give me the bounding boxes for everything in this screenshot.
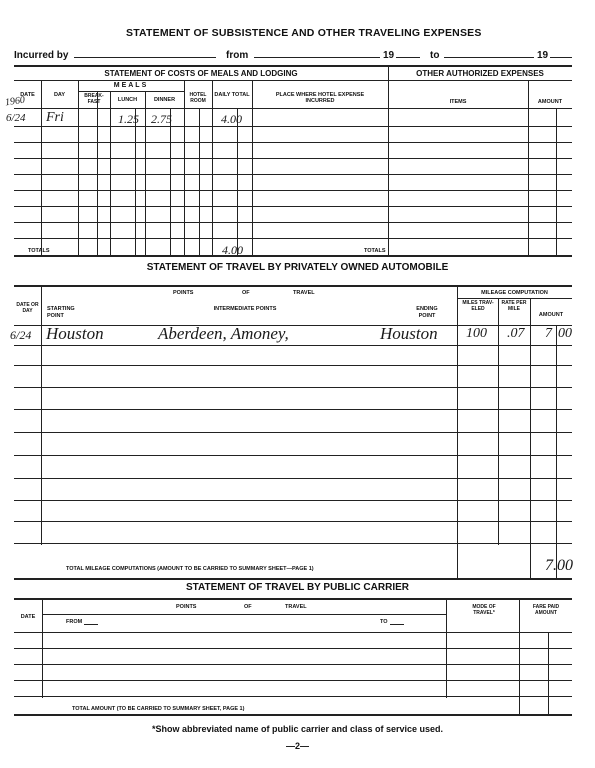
auto-col-amount: AMOUNT: [538, 312, 564, 318]
carrier-total-label: TOTAL AMOUNT (TO BE CARRIED TO SUMMARY SHEET, PAGE 1): [72, 706, 245, 712]
carrier-col-fare: FARE PAID AMOUNT: [532, 604, 560, 616]
footnote: *Show abbreviated name of public carrier and class of service used.: [151, 724, 444, 734]
col-dinner: DINNER: [153, 97, 176, 103]
page-number: —2—: [285, 741, 309, 751]
auto-col-miles: MILES TRAV-ELED: [462, 300, 494, 312]
to-date-field[interactable]: [444, 57, 534, 58]
meal-row-daily-total: 4.00: [221, 112, 242, 126]
carrier-col-mode: MODE OF TRAVEL*: [472, 604, 496, 616]
auto-row-rate: .07: [507, 326, 525, 341]
other-totals-label: TOTALS: [364, 248, 386, 254]
carrier-col-points: POINTS: [176, 604, 197, 610]
meal-row-day: Fri: [46, 110, 64, 125]
carrier-col-date: DATE: [20, 614, 36, 620]
auto-total-label: TOTAL MILEAGE COMPUTATIONS (AMOUNT TO BE CARRIED TO SUMMARY SHEET—PAGE 1): [66, 566, 314, 572]
auto-of-label: OF: [242, 290, 250, 296]
carrier-to-field[interactable]: [390, 624, 404, 625]
carrier-section-header: STATEMENT OF TRAVEL BY PUBLIC CARRIER: [186, 582, 409, 593]
incurred-by-field[interactable]: [74, 57, 216, 58]
auto-col-starting: STARTING POINT: [47, 306, 75, 319]
col-meals: MEALS: [113, 82, 149, 89]
auto-col-rate: RATE PER MILE: [501, 300, 527, 312]
other-expenses-header: OTHER AUTHORIZED EXPENSES: [416, 69, 544, 78]
meals-lodging-header: STATEMENT OF COSTS OF MEALS AND LODGING: [104, 69, 298, 78]
col-daily-total: DAILY TOTAL: [214, 92, 250, 98]
form-title: STATEMENT OF SUBSISTENCE AND OTHER TRAVELING EXPENSES: [126, 27, 482, 39]
auto-row-intermediate: Aberdeen, Amoney,: [158, 324, 289, 343]
auto-row-amount-dollars: 7: [545, 326, 552, 341]
from-date-field[interactable]: [254, 57, 380, 58]
col-place: PLACE WHERE HOTEL EXPENSE INCURRED: [275, 92, 365, 104]
auto-row-starting: Houston: [46, 324, 104, 343]
meal-row-dinner: 2.75: [151, 112, 172, 126]
year-note: 1960: [4, 94, 26, 109]
auto-row-amount-cents: 00: [558, 326, 572, 341]
auto-travel-label: TRAVEL: [293, 290, 315, 296]
to-year-field[interactable]: [550, 57, 572, 58]
auto-row-miles: 100: [466, 326, 487, 341]
to-label: to: [430, 50, 440, 61]
col-breakfast: BREAK-FAST: [84, 93, 104, 105]
meal-row-date: 6/24: [6, 112, 26, 124]
auto-row-date: 6/24: [10, 328, 32, 342]
col-amount: AMOUNT: [537, 99, 563, 105]
col-hotel-room: HOTEL ROOM: [189, 92, 207, 104]
carrier-col-to: TO: [380, 619, 388, 625]
auto-row-ending: Houston: [380, 324, 438, 343]
col-lunch: LUNCH: [117, 97, 138, 103]
auto-points-label: POINTS: [173, 290, 194, 296]
auto-col-intermediate: INTERMEDIATE POINTS: [213, 306, 277, 312]
carrier-col-of: OF: [244, 604, 252, 610]
year-label-2: 19: [537, 50, 549, 61]
auto-col-ending: ENDING POINT: [416, 306, 438, 319]
from-year-field[interactable]: [396, 57, 420, 58]
col-day: DAY: [53, 92, 66, 98]
carrier-col-from: FROM: [66, 619, 83, 625]
auto-col-date: DATE OR DAY: [16, 302, 39, 314]
from-label: from: [226, 50, 249, 61]
year-label-1: 19: [383, 50, 395, 61]
meals-totals-value: 4.00: [222, 243, 243, 257]
auto-section-header: STATEMENT OF TRAVEL BY PRIVATELY OWNED AUTOMOBILE: [146, 262, 449, 273]
meals-totals-label: TOTALS: [28, 248, 50, 254]
incurred-by-label: Incurred by: [14, 50, 69, 61]
col-items: ITEMS: [449, 99, 467, 105]
mileage-computation-label: MILEAGE COMPUTATION: [481, 290, 548, 296]
carrier-col-travel: TRAVEL: [285, 604, 307, 610]
col-date: DATE: [20, 92, 35, 98]
carrier-from-field[interactable]: [84, 624, 98, 625]
meal-row-lunch: 1.25: [118, 112, 139, 126]
auto-total-value: 7.00: [545, 557, 573, 574]
